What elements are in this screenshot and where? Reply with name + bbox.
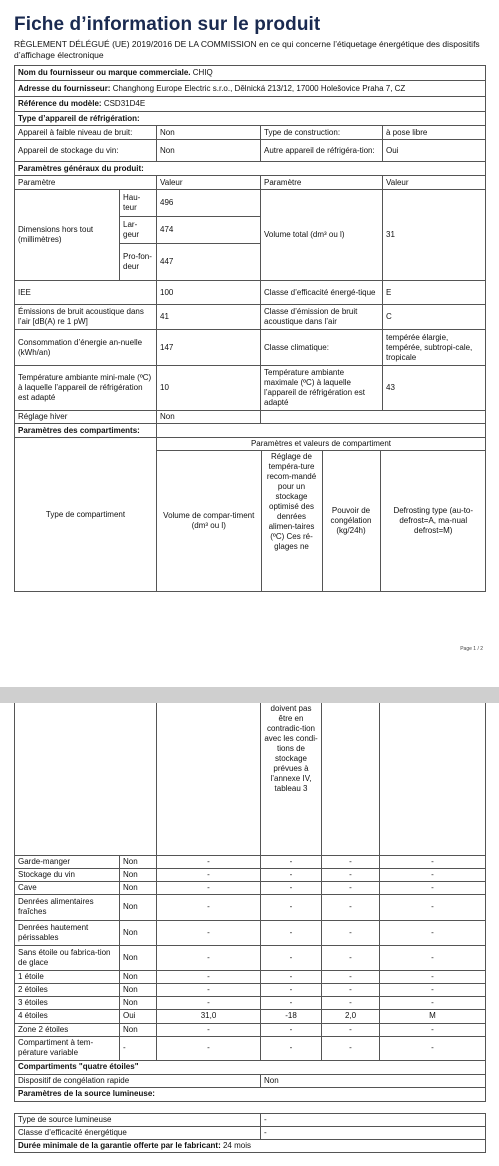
compartment-temp: - — [261, 894, 322, 920]
consumption-value: 147 — [157, 330, 261, 366]
compartment-temp: - — [261, 855, 322, 868]
col-freeze-header: Pouvoir de congélation (kg/24h) — [322, 451, 380, 591]
low-noise-value: Non — [157, 126, 261, 140]
winter-label: Réglage hiver — [15, 411, 157, 424]
compartment-present: Non — [120, 920, 157, 945]
compartment-row — [15, 1036, 486, 1060]
other-label: Autre appareil de réfrigéra-tion: — [261, 140, 383, 162]
supplier-row: Nom du fournisseur ou marque commerciale. CHIQ — [15, 66, 486, 81]
compartment-freeze: - — [322, 945, 380, 970]
compartment-volume: - — [157, 945, 261, 970]
depth-value: 447 — [157, 244, 261, 281]
compartment-defrost: - — [380, 894, 486, 920]
compartment-name: Zone 2 étoiles — [15, 1023, 120, 1036]
noise-class-value: C — [383, 305, 486, 330]
compartment-volume: - — [157, 894, 261, 920]
construction-value: à pose libre — [383, 126, 486, 140]
compartment-name: 3 étoiles — [15, 996, 120, 1009]
compartment-row — [15, 855, 486, 868]
compartment-defrost: - — [380, 945, 486, 970]
compartment-volume: - — [157, 920, 261, 945]
col-param-1: Paramètre — [15, 176, 157, 190]
width-value: 474 — [157, 217, 261, 244]
compartment-temp: - — [261, 945, 322, 970]
climate-label: Classe climatique: — [261, 330, 383, 366]
col-setting-header: Réglage de tempéra-ture recom-mandé pour un stockage optimisé des denrées alimen-taires (ºC) Ces ré-glages ne — [261, 451, 322, 591]
compartment-name: 1 étoile — [15, 970, 120, 983]
compartment-present: Non — [120, 996, 157, 1009]
eei-label: IEE — [15, 281, 157, 305]
energy-class-label: Classe d’efficacité énergé-tique — [261, 281, 383, 305]
address-row: Adresse du fournisseur: Changhong Europe Electric s.r.o., Dělnická 213/12, 17000 Holešovice Praha 7, CZ — [15, 81, 486, 97]
col-value-1: Valeur — [157, 176, 261, 190]
model-row: Référence du modèle: CSD31D4E — [15, 97, 486, 112]
compartment-volume: - — [157, 868, 261, 881]
col-type-header: Type de compartiment — [15, 438, 157, 592]
compartment-temp: - — [261, 1023, 322, 1036]
noise-class-label: Classe d’émission de bruit acoustique dans l’air — [261, 305, 383, 330]
compartment-defrost: - — [380, 983, 486, 996]
light-type-label: Type de source lumineuse — [15, 1113, 261, 1126]
dimensions-label: Dimensions hors tout (millimètres) — [15, 190, 120, 281]
total-volume-value: 31 — [383, 190, 486, 281]
compartment-freeze: - — [322, 996, 380, 1009]
light-class-label: Classe d’efficacité énergétique — [15, 1126, 261, 1139]
compartment-present: Non — [120, 983, 157, 996]
compartment-defrost: - — [380, 881, 486, 894]
low-noise-label: Appareil à faible niveau de bruit: — [15, 126, 157, 140]
max-temp-label: Température ambiante maximale (ºC) à laquelle l’appareil de réfrigération est adapté — [261, 366, 383, 411]
compartment-row — [15, 881, 486, 894]
compartment-temp: - — [261, 920, 322, 945]
col-volume-header: Volume de compar-timent (dm³ ou l) — [157, 451, 261, 591]
compartment-present: - — [120, 1036, 157, 1060]
page-title: Fiche d’information sur le produit — [14, 14, 321, 35]
fast-freeze-label: Dispositif de congélation rapide — [15, 1074, 261, 1087]
compartment-temp: - — [261, 996, 322, 1009]
compartment-name: Compartiment à tem-pérature variable — [15, 1036, 120, 1060]
four-star-header: Compartiments "quatre étoiles" — [15, 1060, 486, 1074]
col-setting-header-continued: doivent pas être en contradic-tion avec les condi-tions de stockage prévues à l’annexe IV, tableau 3 — [261, 703, 322, 855]
compartment-name: Cave — [15, 881, 120, 894]
info-table — [14, 65, 486, 592]
compartment-name: Denrées hautement périssables — [15, 920, 120, 945]
compartment-volume: - — [157, 996, 261, 1009]
wine-label: Appareil de stockage du vin: — [15, 140, 157, 162]
compartment-row — [15, 970, 486, 983]
eei-value: 100 — [157, 281, 261, 305]
compartment-present: Non — [120, 894, 157, 920]
energy-class-value: E — [383, 281, 486, 305]
compartment-name: Denrées alimentaires fraîches — [15, 894, 120, 920]
compartment-defrost: M — [380, 1009, 486, 1023]
compartment-volume: - — [157, 970, 261, 983]
compartment-defrost: - — [380, 855, 486, 868]
compartment-sub-headers — [157, 451, 486, 592]
compartment-row — [15, 920, 486, 945]
compartment-row — [15, 983, 486, 996]
compartment-present: Non — [120, 945, 157, 970]
compartment-defrost: - — [380, 996, 486, 1009]
compartment-freeze: - — [322, 1023, 380, 1036]
compartment-row — [15, 894, 486, 920]
compartment-name: 2 étoiles — [15, 983, 120, 996]
depth-label: Pro-fon-deur — [120, 244, 157, 281]
compartment-name: Sans étoile ou fabrica-tion de glace — [15, 945, 120, 970]
compartment-defrost: - — [380, 970, 486, 983]
compartment-temp: - — [261, 881, 322, 894]
compartments-header: Paramètres des compartiments: — [15, 424, 157, 438]
compartment-name: Stockage du vin — [15, 868, 120, 881]
width-label: Lar-geur — [120, 217, 157, 244]
light-class-value: - — [261, 1126, 486, 1139]
wine-value: Non — [157, 140, 261, 162]
compartment-freeze: - — [322, 1036, 380, 1060]
page-2 — [0, 703, 499, 1166]
spacer-row — [15, 1101, 486, 1113]
noise-label: Émissions de bruit acoustique dans l’air [dB(A) re 1 pW] — [15, 305, 157, 330]
compartment-temp: - — [261, 983, 322, 996]
compartment-name: 4 étoiles — [15, 1009, 120, 1023]
compartment-present: Non — [120, 1023, 157, 1036]
compartment-name: Garde-manger — [15, 855, 120, 868]
compartments-header-empty — [157, 424, 486, 438]
continued-freeze-cell — [322, 703, 380, 855]
compartment-row — [15, 868, 486, 881]
compartment-defrost: - — [380, 920, 486, 945]
compartment-volume: - — [157, 1036, 261, 1060]
compartment-freeze: - — [322, 920, 380, 945]
climate-value: tempérée élargie, tempérée, subtropi-cale, tropicale — [383, 330, 486, 366]
col-value-2: Valeur — [383, 176, 486, 190]
appliance-type-header: Type d’appareil de réfrigération: — [15, 112, 486, 126]
construction-label: Type de construction: — [261, 126, 383, 140]
compartment-defrost: - — [380, 868, 486, 881]
compartment-temp: -18 — [261, 1009, 322, 1023]
compartment-present: Oui — [120, 1009, 157, 1023]
continued-defrost-cell — [380, 703, 486, 855]
compartment-temp: - — [261, 970, 322, 983]
compartment-row — [15, 996, 486, 1009]
winter-empty — [261, 411, 486, 424]
compartment-temp: - — [261, 1036, 322, 1060]
compartment-volume: - — [157, 983, 261, 996]
max-temp-value: 43 — [383, 366, 486, 411]
other-value: Oui — [383, 140, 486, 162]
compartment-freeze: - — [322, 970, 380, 983]
compartment-freeze: - — [322, 855, 380, 868]
compartment-present: Non — [120, 855, 157, 868]
compartment-defrost: - — [380, 1023, 486, 1036]
col-param-2: Paramètre — [261, 176, 383, 190]
compartments-table — [14, 703, 486, 1153]
min-temp-label: Température ambiante mini-male (ºC) à laquelle l’appareil de réfrigération est adapté — [15, 366, 157, 411]
compartment-row — [15, 1009, 486, 1023]
general-header: Paramètres généraux du produit: — [15, 162, 486, 176]
compartment-freeze: - — [322, 881, 380, 894]
compartment-volume: - — [157, 1023, 261, 1036]
compartment-volume: 31,0 — [157, 1009, 261, 1023]
warranty-row: Durée minimale de la garantie offerte par le fabricant: 24 mois — [15, 1139, 486, 1152]
col-defrost-header: Defrosting type (au-to-defrost=A, ma-nual defrost=M) — [380, 451, 486, 591]
consumption-label: Consommation d’énergie an-nuelle (kWh/an) — [15, 330, 157, 366]
page-footer: Page 1 / 2 — [460, 646, 483, 652]
compartment-present: Non — [120, 970, 157, 983]
min-temp-value: 10 — [157, 366, 261, 411]
compartment-temp: - — [261, 868, 322, 881]
compartment-params-header: Paramètres et valeurs de compartiment — [157, 438, 486, 451]
continued-volume-cell — [157, 703, 261, 855]
noise-value: 41 — [157, 305, 261, 330]
compartment-present: Non — [120, 881, 157, 894]
regulation-text: RÈGLEMENT DÉLÉGUÉ (UE) 2019/2016 DE LA COMMISSION en ce qui concerne l’étiquetage énergétique des dispositifs d’affichage électronique — [14, 39, 480, 60]
continued-type-cell — [15, 703, 157, 855]
height-value: 496 — [157, 190, 261, 217]
compartment-freeze: 2,0 — [322, 1009, 380, 1023]
light-type-value: - — [261, 1113, 486, 1126]
height-label: Hau-teur — [120, 190, 157, 217]
total-volume-label: Volume total (dm³ ou l) — [261, 190, 383, 281]
winter-value: Non — [157, 411, 261, 424]
compartment-defrost: - — [380, 1036, 486, 1060]
compartment-volume: - — [157, 881, 261, 894]
compartment-row — [15, 945, 486, 970]
compartment-freeze: - — [322, 983, 380, 996]
compartment-freeze: - — [322, 868, 380, 881]
compartment-row — [15, 1023, 486, 1036]
light-header: Paramètres de la source lumineuse: — [15, 1087, 486, 1101]
compartment-present: Non — [120, 868, 157, 881]
compartment-freeze: - — [322, 894, 380, 920]
compartment-volume: - — [157, 855, 261, 868]
fast-freeze-value: Non — [261, 1074, 486, 1087]
